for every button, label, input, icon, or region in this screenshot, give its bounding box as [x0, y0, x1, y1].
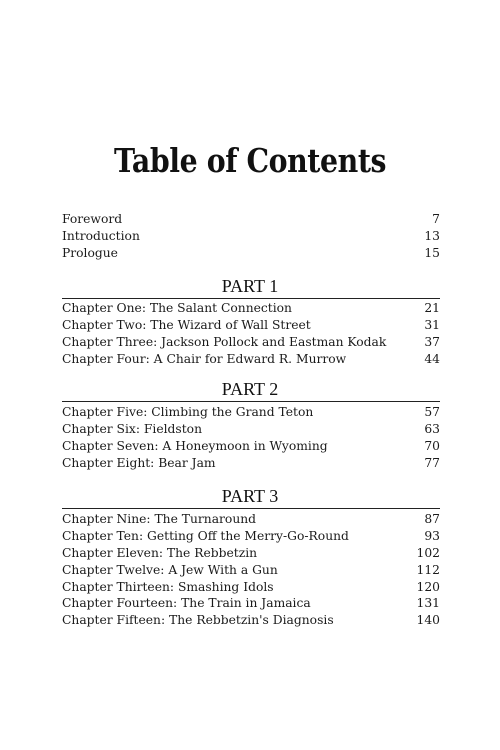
entry-page-number: 120: [416, 579, 440, 594]
toc-entry[interactable]: [62, 317, 440, 334]
entry-label: Chapter Fourteen: The Train in Jamaica: [62, 596, 311, 611]
entry-label: Chapter Seven: A Honeymoon in Wyoming: [62, 438, 328, 453]
entry-label: Introduction: [62, 228, 140, 243]
entry-label: Chapter Eleven: The Rebbetzin: [62, 545, 258, 560]
entry-label: Chapter Six: Fieldston: [62, 421, 203, 436]
entry-label: Chapter Three: Jackson Pollock and Eastman Kodak: [62, 334, 387, 349]
toc-entry[interactable]: [62, 211, 440, 228]
toc-entry[interactable]: [62, 404, 440, 421]
part-divider: [62, 401, 440, 402]
toc-entry[interactable]: [62, 455, 440, 472]
entry-page-number: 102: [416, 545, 440, 560]
entry-page-number: 70: [424, 438, 440, 453]
part-heading: PART 1: [221, 276, 279, 296]
entry-label: Chapter Five: Climbing the Grand Teton: [62, 405, 314, 419]
entry-page-number: 44: [424, 351, 440, 366]
entry-page-number: 57: [424, 405, 440, 419]
entry-page-number: 37: [424, 334, 440, 349]
toc-entry[interactable]: [62, 511, 440, 528]
toc-entry[interactable]: [62, 579, 440, 596]
toc-entry[interactable]: [62, 351, 440, 368]
part-heading: PART 2: [221, 379, 279, 399]
entry-label: Chapter Fifteen: The Rebbetzin's Diagnosis: [62, 613, 334, 628]
toc-entry[interactable]: [62, 334, 440, 351]
toc-entry[interactable]: [62, 595, 440, 612]
toc-entry[interactable]: [62, 421, 440, 438]
entry-page-number: 140: [416, 613, 440, 628]
front-matter-list: [62, 211, 440, 262]
entry-page-number: 13: [424, 228, 440, 243]
entry-page-number: 87: [424, 512, 440, 526]
entry-page-number: 21: [424, 301, 440, 315]
entry-label: Chapter Two: The Wizard of Wall Street: [62, 317, 311, 332]
entry-page-number: 112: [416, 562, 440, 577]
toc-entry[interactable]: [62, 612, 440, 629]
page-title: Table of Contents: [113, 141, 387, 180]
part-3-chapter-list: [62, 511, 440, 629]
entry-label: Chapter Four: A Chair for Edward R. Murrow: [62, 351, 347, 366]
entry-label: Chapter Nine: The Turnaround: [62, 512, 257, 526]
toc-entry[interactable]: [62, 438, 440, 455]
entry-page-number: 31: [424, 317, 440, 332]
toc-entry[interactable]: [62, 245, 440, 262]
part-divider: [62, 508, 440, 509]
toc-entry[interactable]: [62, 528, 440, 545]
entry-label: Prologue: [62, 245, 118, 260]
toc-entry[interactable]: [62, 562, 440, 579]
entry-page-number: 15: [424, 245, 440, 260]
toc-entry[interactable]: [62, 545, 440, 562]
entry-page-number: 7: [432, 212, 440, 226]
entry-page-number: 77: [424, 455, 440, 470]
entry-label: Chapter Ten: Getting Off the Merry-Go-Round: [62, 528, 349, 543]
entry-label: Chapter Twelve: A Jew With a Gun: [62, 562, 278, 577]
entry-page-number: 93: [424, 528, 440, 543]
toc-entry[interactable]: [62, 228, 440, 245]
entry-label: Chapter One: The Salant Connection: [62, 301, 292, 315]
part-heading: PART 3: [221, 486, 279, 506]
entry-label: Chapter Eight: Bear Jam: [62, 455, 216, 470]
entry-page-number: 63: [424, 421, 440, 436]
part-divider: [62, 298, 440, 299]
entry-label: Chapter Thirteen: Smashing Idols: [62, 579, 274, 594]
toc-entry[interactable]: [62, 300, 440, 317]
part-1-chapter-list: [62, 300, 440, 368]
entry-page-number: 131: [416, 596, 440, 611]
part-2-chapter-list: [62, 404, 440, 472]
entry-label: Foreword: [62, 212, 123, 226]
